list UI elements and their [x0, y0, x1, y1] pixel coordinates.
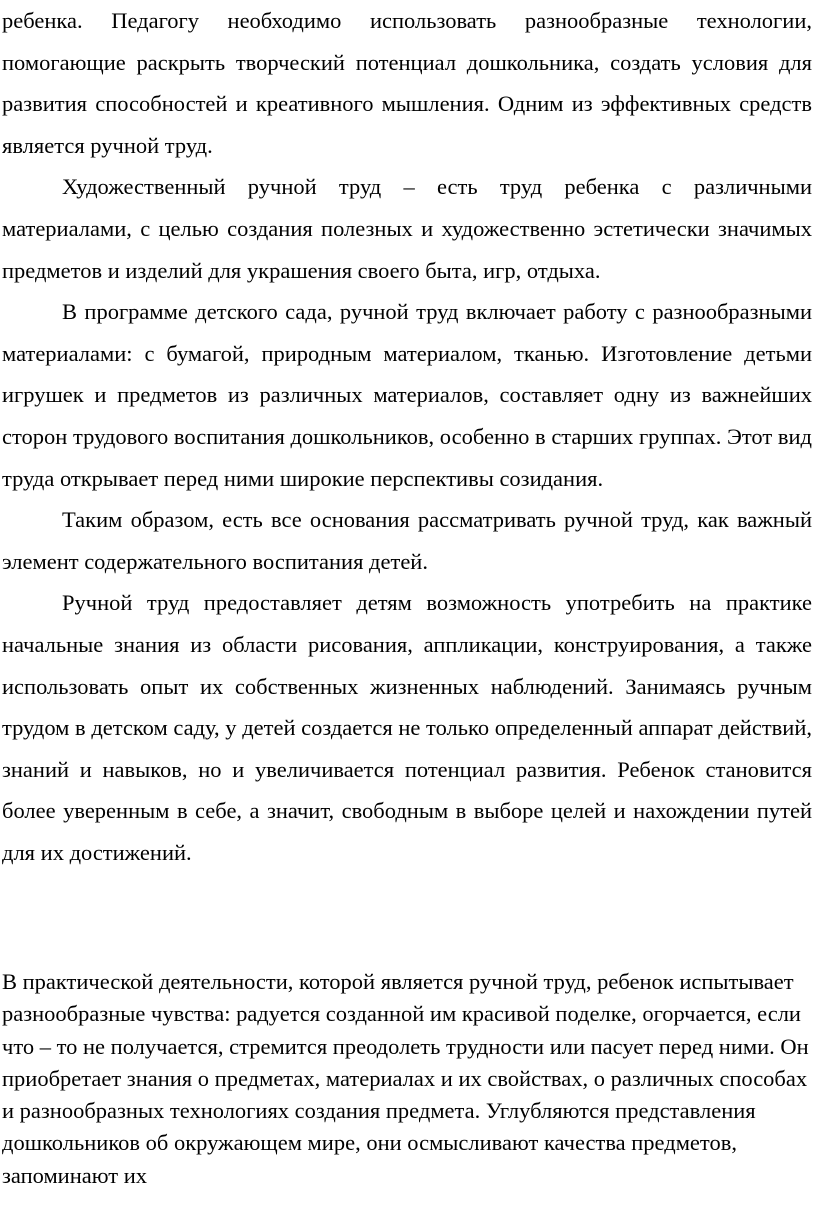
- paragraph-program: В программе детского сада, ручной труд включает работу с разнообразными материалами: с бумагой, природным материалом, тканью. Изготовление детьми игрушек и предметов из различных материалов, составляет одну из важнейших сторон трудового воспитания дошкольников, особенно в старших группах. Этот вид труда открывает перед ними широкие перспективы созидания.: [2, 299, 812, 491]
- single-spaced-section: [2, 966, 812, 1192]
- paragraph-benefits: Ручной труд предоставляет детям возможность употребить на практике начальные знания из области рисования, аппликации, конструирования, а также использовать опыт их собственных жизненных наблюдений. Занимаясь ручным трудом в детском саду, у детей создается не только определенный аппарат действий, знаний и навыков, но и увеличивается потенциал развития. Ребенок становится более уверенным в себе, а значит, свободным в выборе целей и нахождении путей для их достижений.: [2, 590, 812, 865]
- paragraph-definition: Художественный ручной труд – есть труд ребенка с различными материалами, с целью создания полезных и художественно эстетически значимых предметов и изделий для украшения своего быта, игр, отдыха.: [2, 174, 812, 283]
- paragraph-practical-activity: В практической деятельности, которой является ручной труд, ребенок испытывает разнообразные чувства: радуется созданной им красивой поделке, огорчается, если что – то не получается, стремится преодолеть трудности или пасует перед ними. Он приобретает знания о предметах, материалах и их свойствах, о различных способах и разнообразных технологиях создания предмета. Углубляются представления дошкольников об окружающем мире, они осмысливают качества предметов, запоминают их: [2, 969, 809, 1188]
- paragraph-conclusion: Таким образом, есть все основания рассматривать ручной труд, как важный элемент содержательного воспитания детей.: [2, 507, 812, 574]
- double-spaced-section: [2, 0, 812, 873]
- paragraph-continuation: ребенка. Педагогу необходимо использовать разнообразные технологии, помогающие раскрыть творческий потенциал дошкольника, создать условия для развития способностей и креативного мышления. Одним из эффективных средств является ручной труд.: [2, 8, 812, 158]
